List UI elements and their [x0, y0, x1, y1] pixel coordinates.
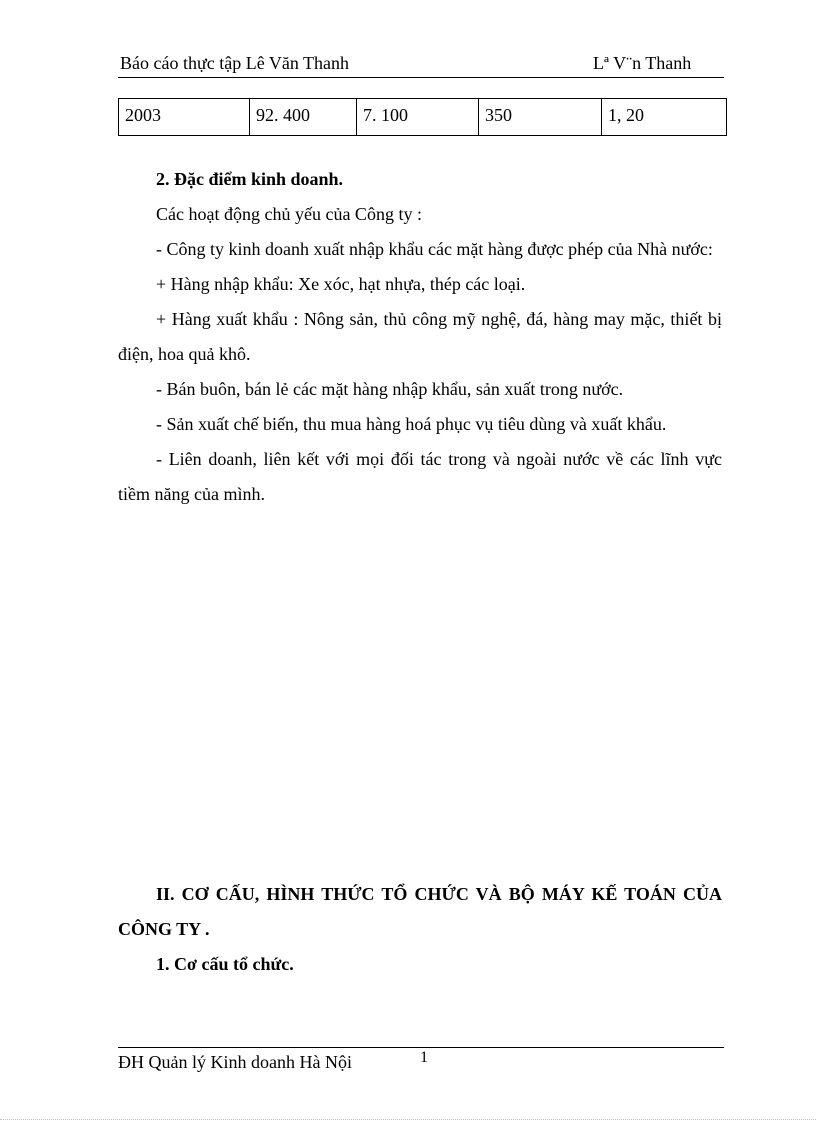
table-cell: 7. 100 [357, 99, 479, 136]
header-divider [118, 77, 724, 78]
paragraph: - Sản xuất chế biến, thu mua hàng hoá phục vụ tiêu dùng và xuất khẩu. [156, 414, 667, 434]
business-section [118, 162, 722, 512]
section-heading: 2. Đặc điểm kinh doanh. [156, 169, 344, 189]
paragraph: - Công ty kinh doanh xuất nhập khẩu các mặt hàng được phép của Nhà nước: [156, 239, 713, 259]
page-number: 1 [420, 1049, 428, 1066]
footer-institution: ĐH Quản lý Kinh doanh Hà Nội [118, 1052, 352, 1072]
subsection-heading: 1. Cơ cấu tổ chức. [156, 954, 294, 974]
table-row [119, 99, 727, 136]
table-cell: 350 [479, 99, 602, 136]
page-edge [0, 1119, 816, 1120]
table-cell: 92. 400 [250, 99, 357, 136]
table-cell-year: 2003 [119, 99, 250, 136]
organization-section [118, 877, 722, 982]
data-table [118, 98, 727, 136]
chapter-heading: II. CƠ CẤU, HÌNH THỨC TỔ CHỨC VÀ BỘ MÁY KẾ TOÁN CỦA CÔNG TY . [118, 884, 722, 939]
paragraph: + Hàng nhập khẩu: Xe xóc, hạt nhựa, thép các loại. [156, 274, 526, 294]
header-author: Lª V¨n Thanh [593, 53, 692, 73]
paragraph: - Liên doanh, liên kết với mọi đối tác trong và ngoài nước về các lĩnh vực tiềm năng của mình. [118, 449, 722, 504]
section-intro: Các hoạt động chủ yếu của Công ty : [156, 204, 422, 224]
table-cell: 1, 20 [602, 99, 727, 136]
header-title: Báo cáo thực tập Lê Văn Thanh [120, 53, 350, 73]
footer-divider [118, 1047, 724, 1048]
paragraph: + Hàng xuất khẩu : Nông sản, thủ công mỹ nghệ, đá, hàng may mặc, thiết bị điện, hoa quả khô. [118, 309, 722, 364]
paragraph: - Bán buôn, bán lẻ các mặt hàng nhập khẩu, sản xuất trong nước. [156, 379, 624, 399]
